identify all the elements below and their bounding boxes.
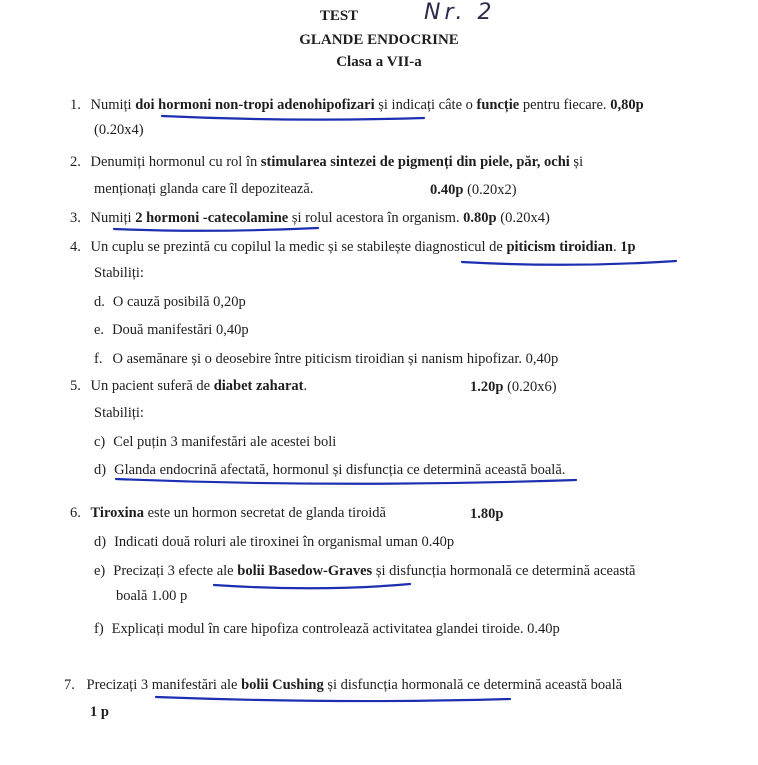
- question-6-item-d: d) Indicati două roluri ale tiroxinei în organismal uman 0.40p: [94, 534, 455, 550]
- question-6-points: 1.80p: [470, 506, 504, 522]
- subject-title: GLANDE ENDOCRINE: [299, 32, 459, 48]
- question-5: 5. Un pacient suferă de diabet zaharat.: [70, 378, 308, 394]
- question-4-item-e: e. Două manifestări 0,40p: [94, 322, 249, 338]
- question-number: 5.: [70, 378, 81, 394]
- underline-q5: [116, 479, 576, 484]
- question-3: 3. Numiți 2 hormoni -catecolamine și rolul acestora în organism. 0.80p (0.20x4): [70, 210, 550, 226]
- question-1: 1. Numiți doi hormoni non-tropi adenohipofizari și indicați câte o funcție pentru fiecare. 0,80p: [70, 97, 644, 113]
- question-4-item-f: f. O asemănare și o deosebire între piticism tiroidian și nanism hipofizar. 0,40p: [94, 351, 559, 367]
- question-2: 2. Denumiți hormonul cu rol în stimularea sintezei de pigmenți din piele, păr, ochi și: [70, 154, 584, 170]
- question-5-stabiliti: Stabiliți:: [94, 405, 144, 421]
- question-6: 6. Tiroxina este un hormon secretat de glanda tiroidă: [70, 505, 386, 521]
- question-number: 7.: [64, 677, 75, 693]
- underline-q1: [162, 116, 424, 120]
- class-label: Clasa a VII-a: [336, 54, 422, 70]
- question-number: 3.: [70, 210, 81, 226]
- question-5-item-d: d) Glanda endocrină afectată, hormonul și disfuncția ce determină această boală.: [94, 462, 566, 478]
- question-2-line2: menționați glanda care îl depozitează.: [94, 181, 314, 197]
- underline-q6: [214, 584, 410, 588]
- question-2-points: 0.40p (0.20x2): [430, 182, 517, 198]
- test-label: TEST: [319, 8, 359, 24]
- question-4-stabiliti: Stabiliți:: [94, 265, 144, 281]
- question-number: 1.: [70, 97, 81, 113]
- question-5-points: 1.20p (0.20x6): [470, 379, 557, 395]
- question-4-item-d: d. O cauză posibilă 0,20p: [94, 294, 246, 310]
- question-5-item-c: c) Cel puțin 3 manifestări ale acestei boli: [94, 434, 337, 450]
- underline-q7: [156, 697, 510, 701]
- question-number: 2.: [70, 154, 81, 170]
- question-7: 7. Precizați 3 manifestări ale bolii Cushing și disfuncția hormonală ce determină această boală: [64, 677, 623, 693]
- underline-q4: [462, 261, 676, 265]
- question-6-item-e-line2: boală 1.00 p: [116, 588, 188, 604]
- points: 0,80p: [610, 97, 644, 113]
- question-6-item-e: e) Precizați 3 efecte ale bolii Basedow-Graves și disfuncția hormonală ce determină această: [94, 563, 636, 579]
- question-7-points: 1 p: [90, 704, 109, 720]
- question-number: 6.: [70, 505, 81, 521]
- question-4: 4. Un cuplu se prezintă cu copilul la medic și se stabilește diagnosticul de piticism tiroidian. 1p: [70, 239, 636, 255]
- handwritten-test-number: Nr. 2: [424, 0, 496, 25]
- underline-q3: [114, 228, 318, 231]
- question-6-item-f: f) Explicați modul în care hipofiza controlează activitatea glandei tiroide. 0.40p: [94, 621, 560, 637]
- question-1-breakdown: (0.20x4): [94, 122, 144, 138]
- question-number: 4.: [70, 239, 81, 255]
